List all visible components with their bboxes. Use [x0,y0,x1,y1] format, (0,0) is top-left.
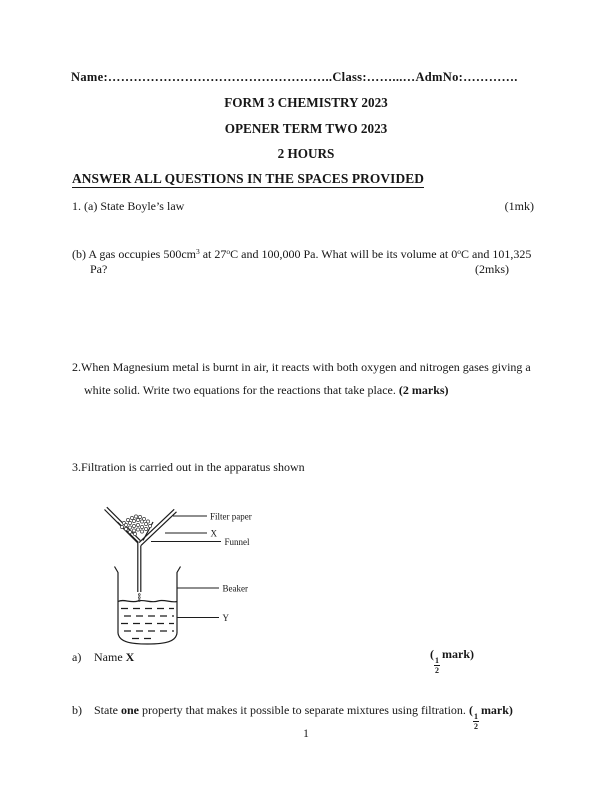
label-y: Y [222,613,229,623]
superscript-o: o [457,247,461,256]
question-2-line1: 2.When Magnesium metal is burnt in air, it reacts with both oxygen and nitrogen gases giving a [72,360,531,374]
exam-title: FORM 3 CHEMISTRY 2023 [224,95,388,110]
question-3b-text-bold: one [121,703,139,717]
question-1a-marks: (1mk) [504,199,534,213]
marks-word: mark) [480,703,513,717]
exam-duration: 2 HOURS [277,146,335,161]
question-1b-text: at 27 [199,247,227,261]
question-2-text: white solid. Write two equations for the reactions that take place. [84,383,399,397]
question-3a-text-bold: X [125,650,135,664]
half-fraction: $\frac{1}{2}$ [473,712,478,732]
question-3b-prefix: b) [72,703,82,717]
question-2-marks: (2 marks) [398,383,449,397]
exam-term: OPENER TERM TWO 2023 [224,121,388,136]
question-1b-text: C and 100,000 Pa. What will be its volume at 0 [230,247,458,261]
question-1b-line1 [72,247,554,262]
question-1b-marks: (2mks) [475,262,509,276]
question-1b-text: (b) A gas occupies 500cm [72,247,196,261]
label-filter-paper: Filter paper [210,511,252,522]
page-number: 1 [303,728,309,740]
question-3a [72,647,545,676]
question-3b-marks [468,703,513,732]
question-3a-marks [430,647,474,675]
label-beaker: Beaker [222,583,248,594]
instructions-row [72,170,424,188]
label-funnel: Funnel [224,537,250,547]
question-3-intro: 3.Filtration is carried out in the apparatus shown [72,460,305,474]
question-2-line2 [84,383,449,398]
question-1a-text: 1. (a) State Boyle’s law [72,199,185,213]
marks-open-paren: ( [430,647,434,661]
question-3a-prefix: a) [72,650,82,664]
name-class-admno-line: Name:……………………………………………..Class:……...…AdmNo:…………. [71,70,518,84]
liquid-surface [118,600,177,601]
liquid-dashes [121,609,174,639]
label-x: X [210,528,217,539]
marks-word: mark) [442,647,474,661]
instructions-heading: ANSWER ALL QUESTIONS IN THE SPACES PROVIDED [72,171,425,186]
superscript-o: o [226,247,231,256]
funnel-stem [138,543,141,592]
half-fraction: $\frac{1}{2}$ [435,656,439,676]
filtration-apparatus-diagram [95,502,265,647]
question-1a [72,199,534,214]
question-1b-text-cont: Pa? [90,262,108,276]
superscript-3: 3 [195,247,200,256]
question-3b-text: State [94,703,121,717]
marks-open-paren: ( [468,703,473,717]
question-3a-text: Name [94,650,126,664]
question-3b-text: property that makes it possible to separate mixtures using filtration. [139,703,469,717]
question-1b-line2 [72,262,509,277]
beaker-outline [115,567,181,645]
question-1b-text: C and 101,325 [461,247,532,261]
